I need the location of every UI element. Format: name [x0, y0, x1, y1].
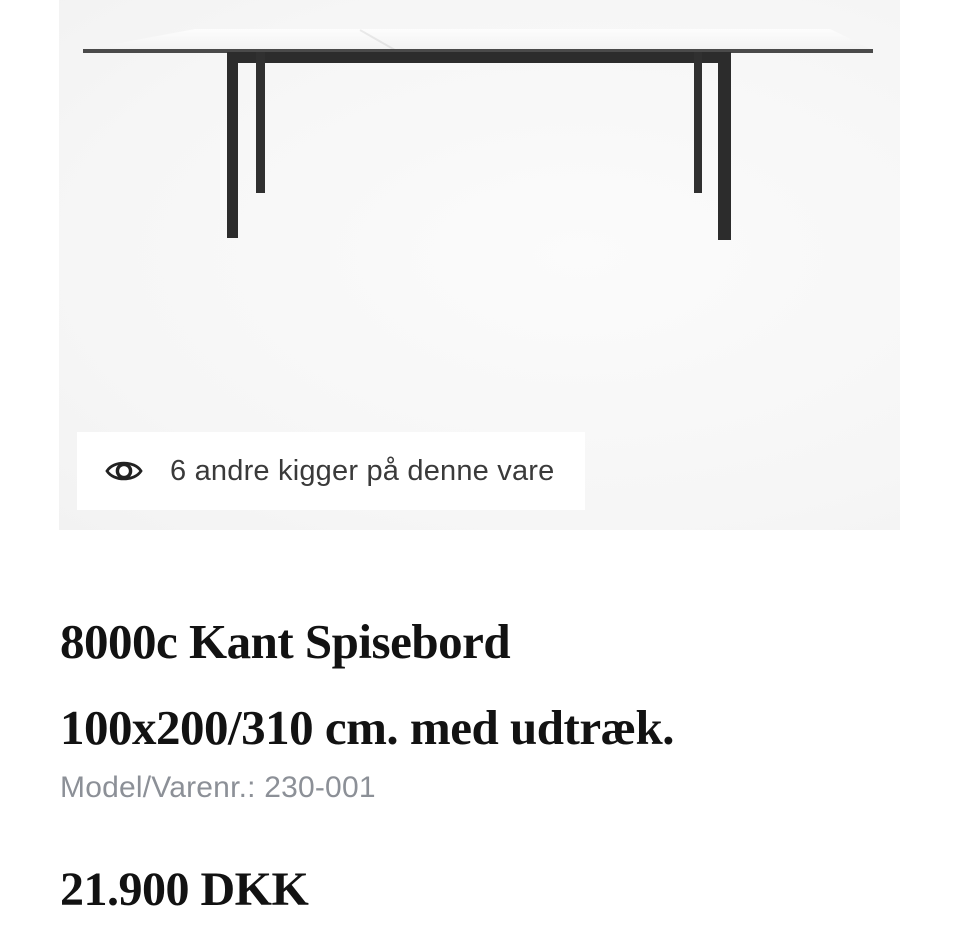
table-leg-back-right	[694, 52, 702, 193]
page-title	[60, 599, 910, 771]
table-leg-front-right	[718, 52, 731, 240]
viewers-badge	[77, 432, 585, 510]
model-number-label: Model/Varenr.: 230-001	[60, 771, 376, 804]
table-top-surface	[83, 29, 873, 50]
table-leg-front-left	[227, 52, 238, 238]
table-leg-back-left	[256, 52, 265, 193]
viewers-badge-label: 6 andre kigger på denne vare	[170, 454, 555, 487]
table-apron	[227, 52, 731, 63]
eye-icon	[104, 454, 144, 488]
title-line-2: 100x200/310 cm. med udtræk.	[60, 700, 674, 755]
product-image[interactable]	[59, 0, 900, 530]
price-label: 21.900 DKK	[60, 863, 309, 916]
title-line-1: 8000c Kant Spisebord	[60, 614, 511, 669]
